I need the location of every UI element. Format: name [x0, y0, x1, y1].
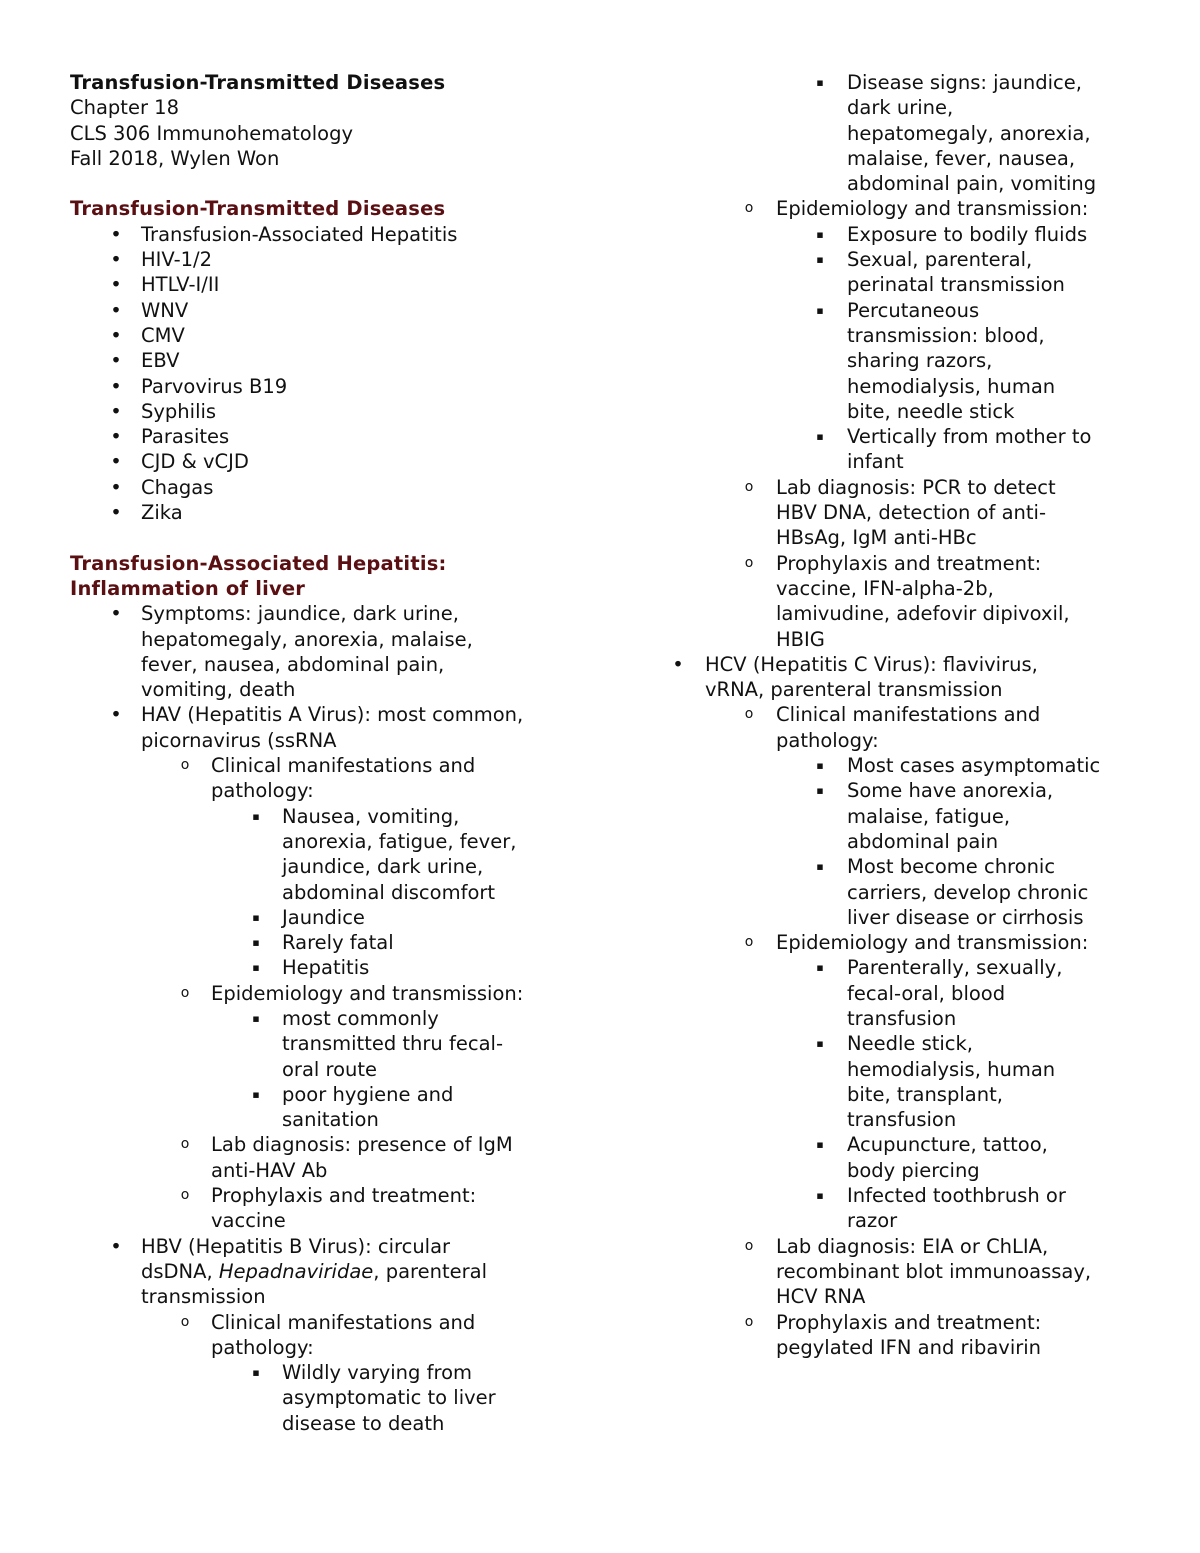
circle-bullet-icon: o: [744, 1237, 754, 1254]
circle-bullet-icon: o: [744, 478, 754, 495]
bullet-icon: •: [110, 349, 122, 373]
list-item: • HTLV-I/II: [70, 272, 590, 297]
list-item-hav: • HAV (Hepatitis A Virus): most common, picornavirus (ssRNA: [70, 702, 590, 753]
list-item: ▪ Wildly varying from asymptomatic to liver disease to death: [70, 1360, 590, 1436]
list-item-hbv: • HBV (Hepatitis B Virus): circular dsDNA, Hepadnaviridae, parenteral transmission: [70, 1234, 590, 1310]
hav-sublist: [70, 981, 590, 1006]
hcv-sublist: [664, 702, 1144, 753]
list-item: ▪ poor hygiene and sanitation: [70, 1082, 590, 1133]
hav-clinical-list: [70, 804, 590, 981]
list-item-hbv-clinical: o Clinical manifestations and pathology:: [70, 1310, 590, 1361]
square-bullet-icon: ▪: [816, 253, 824, 267]
square-bullet-icon: ▪: [816, 759, 824, 773]
list-item: ▪ Most cases asymptomatic: [664, 753, 1144, 778]
square-bullet-icon: ▪: [816, 961, 824, 975]
circle-bullet-icon: o: [744, 554, 754, 571]
list-item-hav-clinical: o Clinical manifestations and pathology:: [70, 753, 590, 804]
square-bullet-icon: ▪: [252, 1366, 260, 1380]
square-bullet-icon: ▪: [816, 76, 824, 89]
list-item: ▪ Jaundice: [70, 905, 590, 930]
bullet-icon: •: [672, 652, 684, 676]
hbv-epi-list: [664, 222, 1144, 475]
circle-bullet-icon: o: [180, 1136, 190, 1153]
square-bullet-icon: ▪: [252, 910, 260, 924]
list-item: • CMV: [70, 323, 590, 348]
list-item: ▪ Hepatitis: [70, 955, 590, 980]
hbv-sublist: [664, 475, 1144, 652]
hcv-clinical-list: [664, 753, 1144, 930]
list-item-symptoms: • Symptoms: jaundice, dark urine, hepatomegaly, anorexia, malaise, fever, nausea, abdominal pain, vomiting, death: [70, 601, 590, 702]
bullet-icon: •: [110, 703, 122, 727]
list-item: • Chagas: [70, 475, 590, 500]
list-item-hcv-clinical: o Clinical manifestations and pathology:: [664, 702, 1144, 753]
left-column: [70, 70, 590, 1436]
hcv-epi-list: [664, 955, 1144, 1233]
hav-epi-list: [70, 1006, 590, 1132]
list-item: ▪ Infected toothbrush or razor: [664, 1183, 1144, 1234]
hbv-clinical-list: [70, 1360, 590, 1436]
disease-list: [70, 222, 590, 526]
list-item: ▪ Needle stick, hemodialysis, human bite, transplant, transfusion: [664, 1031, 1144, 1132]
hav-sublist: [70, 753, 590, 804]
list-item: • Parasites: [70, 424, 590, 449]
square-bullet-icon: ▪: [816, 1037, 824, 1051]
bullet-icon: •: [110, 248, 122, 272]
square-bullet-icon: ▪: [816, 860, 824, 874]
square-bullet-icon: ▪: [252, 936, 260, 950]
circle-bullet-icon: o: [744, 706, 754, 723]
list-item: • Transfusion-Associated Hepatitis: [70, 222, 590, 247]
section-heading-diseases: Transfusion-Transmitted Diseases: [70, 197, 446, 221]
hcv-sublist: [664, 1234, 1144, 1360]
list-item: • Zika: [70, 500, 590, 525]
list-item: ▪ Disease signs: jaundice, dark urine, hepatomegaly, anorexia, malaise, fever, nausea, abdominal pain, vomiting: [664, 70, 1144, 196]
circle-bullet-icon: o: [180, 1187, 190, 1204]
list-item: • HIV-1/2: [70, 247, 590, 272]
circle-bullet-icon: o: [744, 934, 754, 951]
list-item: • Parvovirus B19: [70, 374, 590, 399]
bullet-icon: •: [110, 374, 122, 398]
bullet-icon: •: [110, 602, 122, 626]
list-item-hbv-lab: o Lab diagnosis: PCR to detect HBV DNA, detection of anti- HBsAg, IgM anti-HBc: [664, 475, 1144, 551]
bullet-icon: •: [110, 323, 122, 347]
square-bullet-icon: ▪: [252, 1011, 260, 1025]
bullet-icon: •: [110, 298, 122, 322]
list-item: • EBV: [70, 348, 590, 373]
square-bullet-icon: ▪: [816, 1138, 824, 1152]
list-item-hbv-epi: o Epidemiology and transmission:: [664, 196, 1144, 221]
square-bullet-icon: ▪: [816, 1189, 824, 1203]
circle-bullet-icon: o: [744, 200, 754, 217]
square-bullet-icon: ▪: [252, 1087, 260, 1101]
list-item: ▪ Rarely fatal: [70, 930, 590, 955]
chapter-label: Chapter 18: [70, 96, 179, 120]
list-item: ▪ Parenterally, sexually, fecal-oral, blood transfusion: [664, 955, 1144, 1031]
list-item-hcv: • HCV (Hepatitis C Virus): flavivirus, vRNA, parenteral transmission: [664, 652, 1144, 703]
list-item-hbv-proph: o Prophylaxis and treatment: vaccine, IFN-alpha-2b, lamivudine, adefovir dipivoxil, HBIG: [664, 551, 1144, 652]
list-item: ▪ Exposure to bodily fluids: [664, 222, 1144, 247]
hbv-clinical-list-cont: [664, 70, 1144, 196]
list-item: • Syphilis: [70, 399, 590, 424]
circle-bullet-icon: o: [180, 1313, 190, 1330]
list-item: ▪ Percutaneous transmission: blood, sharing razors, hemodialysis, human bite, needle stick: [664, 298, 1144, 424]
list-item: • CJD & vCJD: [70, 449, 590, 474]
bullet-icon: •: [110, 273, 122, 297]
list-item: ▪ Nausea, vomiting, anorexia, fatigue, fever, jaundice, dark urine, abdominal discomfort: [70, 804, 590, 905]
document-title: Transfusion-Transmitted Diseases: [70, 71, 446, 94]
list-item-hcv-proph: o Prophylaxis and treatment: pegylated IFN and ribavirin: [664, 1310, 1144, 1361]
bullet-icon: •: [110, 450, 122, 474]
list-item: • WNV: [70, 298, 590, 323]
list-item-hav-lab: o Lab diagnosis: presence of IgM anti-HAV Ab: [70, 1132, 590, 1183]
list-item-hav-proph: o Prophylaxis and treatment: vaccine: [70, 1183, 590, 1234]
bullet-icon: •: [110, 399, 122, 423]
course-label: CLS 306 Immunohematology: [70, 121, 354, 145]
bullet-icon: •: [110, 501, 122, 525]
section-subheading-hepatitis: Inflammation of liver: [70, 576, 306, 600]
hepatitis-list: [70, 601, 590, 753]
square-bullet-icon: ▪: [816, 784, 824, 798]
square-bullet-icon: ▪: [252, 809, 260, 823]
hbv-sublist: [70, 1310, 590, 1361]
hcv-sublist: [664, 930, 1144, 955]
square-bullet-icon: ▪: [252, 961, 260, 975]
hepatitis-list-cont: [664, 652, 1144, 703]
term-label: Fall 2018, Wylen Won: [70, 146, 280, 170]
right-column: [664, 70, 1144, 1360]
section-heading-hepatitis: Transfusion-Associated Hepatitis:: [70, 551, 447, 575]
list-item: ▪ Some have anorexia, malaise, fatigue, abdominal pain: [664, 778, 1144, 854]
bullet-icon: •: [110, 425, 122, 449]
square-bullet-icon: ▪: [816, 227, 824, 241]
bullet-icon: •: [110, 475, 122, 499]
hepatitis-list: [70, 1234, 590, 1310]
bullet-icon: •: [110, 1234, 122, 1258]
list-item: ▪ Acupuncture, tattoo, body piercing: [664, 1132, 1144, 1183]
square-bullet-icon: ▪: [816, 303, 824, 317]
hav-sublist: [70, 1132, 590, 1233]
list-item: ▪ most commonly transmitted thru fecal- oral route: [70, 1006, 590, 1082]
list-item-hcv-epi: o Epidemiology and transmission:: [664, 930, 1144, 955]
list-item-hcv-lab: o Lab diagnosis: EIA or ChLIA, recombinant blot immunoassay, HCV RNA: [664, 1234, 1144, 1310]
list-item: ▪ Most become chronic carriers, develop chronic liver disease or cirrhosis: [664, 854, 1144, 930]
list-item: ▪ Sexual, parenteral, perinatal transmission: [664, 247, 1144, 298]
circle-bullet-icon: o: [180, 984, 190, 1001]
circle-bullet-icon: o: [744, 1313, 754, 1330]
square-bullet-icon: ▪: [816, 430, 824, 444]
bullet-icon: •: [110, 222, 122, 246]
circle-bullet-icon: o: [180, 757, 190, 774]
hbv-sublist: [664, 196, 1144, 221]
list-item-hav-epi: o Epidemiology and transmission:: [70, 981, 590, 1006]
list-item: ▪ Vertically from mother to infant: [664, 424, 1144, 475]
